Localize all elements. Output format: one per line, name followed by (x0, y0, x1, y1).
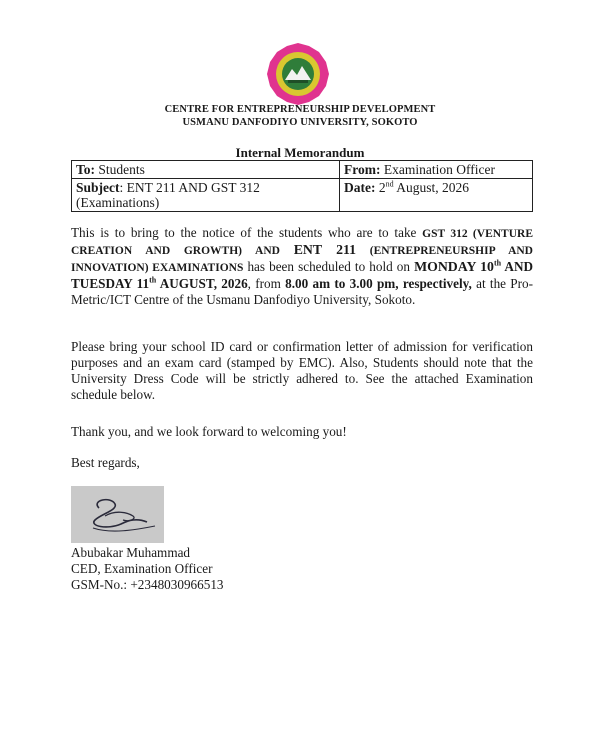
signature-image (71, 486, 164, 543)
p1-gst-course: GST 312 (VENTURE CREATION AND GROWTH) AND (71, 228, 533, 257)
memo-title: Internal Memorandum (235, 145, 365, 160)
to-value: Students (98, 162, 145, 177)
date-cell (340, 179, 533, 212)
org-name-line1: CENTRE FOR ENTREPRENEURSHIP DEVELOPMENT (164, 104, 436, 115)
subject-label: Subject (76, 180, 120, 195)
to-cell (72, 161, 340, 179)
date-suffix: nd (385, 179, 394, 189)
p1-monday: MONDAY 10 (414, 259, 494, 274)
subject-cell (72, 179, 340, 212)
date-label: Date: (344, 180, 376, 195)
signatory-name: Abubakar Muhammad (71, 545, 191, 560)
subject-value: : ENT 211 AND GST 312 (119, 180, 260, 195)
requirements-paragraph: Please bring your school ID card or confirmation letter of admission for verification purposes and an exam card (stamped by EMC). Also, Students should note that the University Dress Code will be strictly adhered to. See the attached Examination schedule below. (71, 339, 533, 402)
from-label: From: (344, 162, 381, 177)
p1-from: , from (247, 276, 286, 291)
closing-line: Best regards, (71, 455, 140, 470)
thanks-paragraph: Thank you, and we look forward to welcoming you! (71, 424, 347, 439)
p1-scheduled: has been scheduled to hold on (243, 259, 415, 274)
to-label: To: (76, 162, 96, 177)
signatory-block (71, 545, 224, 593)
signatory-phone: GSM-No.: +2348030966513 (71, 577, 224, 592)
university-logo (266, 42, 330, 106)
memo-header-table (71, 160, 533, 212)
date-day: 2 (378, 180, 386, 195)
p1-tuesday: AND TUESDAY 11 (71, 259, 534, 291)
p1-ent-code: ENT 211 (293, 242, 357, 257)
announcement-paragraph (71, 225, 533, 308)
p1-venue: at the Pro-Metric/ICT Centre of the Usmanu Danfodiyo University, Sokoto. (71, 276, 534, 307)
org-name-line2: USMANU DANFODIYO UNIVERSITY, SOKOTO (182, 117, 418, 128)
subject-value-line2: (Examinations) (76, 195, 160, 210)
p1-time: 8.00 am to 3.00 pm, respectively, (285, 276, 472, 291)
signatory-title: CED, Examination Officer (71, 561, 213, 576)
from-value: Examination Officer (383, 162, 495, 177)
from-cell (340, 161, 533, 179)
date-rest: August, 2026 (396, 180, 470, 195)
p1-intro: This is to bring to the notice of the students who are to take (71, 225, 423, 240)
p1-ent-course: (ENTREPRENEURSHIP AND INNOVATION) EXAMINATIONS (71, 245, 533, 274)
p1-month-year: AUGUST, 2026 (156, 276, 248, 291)
p1-monday-sup: th (493, 258, 502, 268)
p1-tuesday-sup: th (149, 275, 157, 285)
